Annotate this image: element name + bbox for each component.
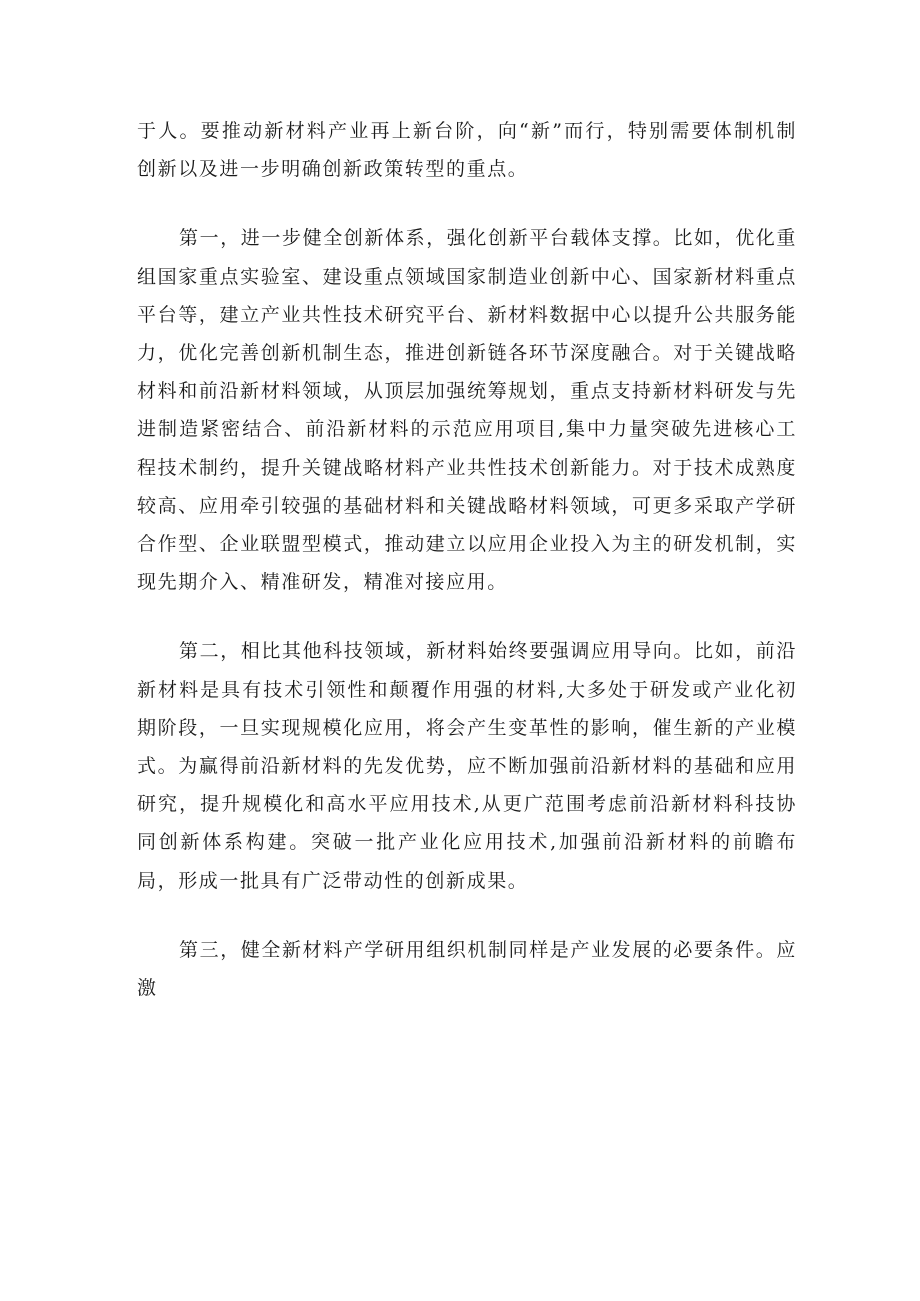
document-page xyxy=(137,112,797,1007)
paragraph-continuation: 于人。要推动新材料产业再上新台阶，向“新”而行，特别需要体制机制创新以及进一步明确创新政策转型的重点。 xyxy=(137,120,797,181)
paragraph-third-point: 第三，健全新材料产学研用组织机制同样是产业发展的必要条件。应激 xyxy=(137,938,798,1000)
paragraph-gap xyxy=(137,188,797,219)
paragraph-gap xyxy=(137,601,797,632)
paragraph-gap xyxy=(137,900,797,931)
paragraph-second-point: 第二，相比其他科技领域，新材料始终要强调应用导向。比如，前沿新材料是具有技术引领性和颠覆作用强的材料,大多处于研发或产业化初期阶段，一旦实现规模化应用，将会产生变革性的影响，催生新的产业模式。为赢得前沿新材料的先发优势，应不断加强前沿新材料的基础和应用研究，提升规模化和高水平应用技术,从更广范围考虑前沿新材料科技协同创新体系构建。突破一批产业化应用技术,加强前沿新材料的前瞻布局，形成一批具有广泛带动性的创新成果。 xyxy=(137,640,798,892)
paragraph-first-point: 第一，进一步健全创新体系，强化创新平台载体支撑。比如，优化重组国家重点实验室、建设重点领域国家制造业创新中心、国家新材料重点平台等，建立产业共性技术研究平台、新材料数据中心以提升公共服务能力，优化完善创新机制生态，推进创新链各环节深度融合。对于关键战略材料和前沿新材料领域，从顶层加强统筹规划，重点支持新材料研发与先进制造紧密结合、前沿新材料的示范应用项目,集中力量突破先进核心工程技术制约，提升关键战略材料产业共性技术创新能力。对于技术成熟度较高、应用牵引较强的基础材料和关键战略材料领域，可更多采取产学研合作型、企业联盟型模式，推动建立以应用企业投入为主的研发机制，实现先期介入、精准研发，精准对接应用。 xyxy=(137,227,798,594)
